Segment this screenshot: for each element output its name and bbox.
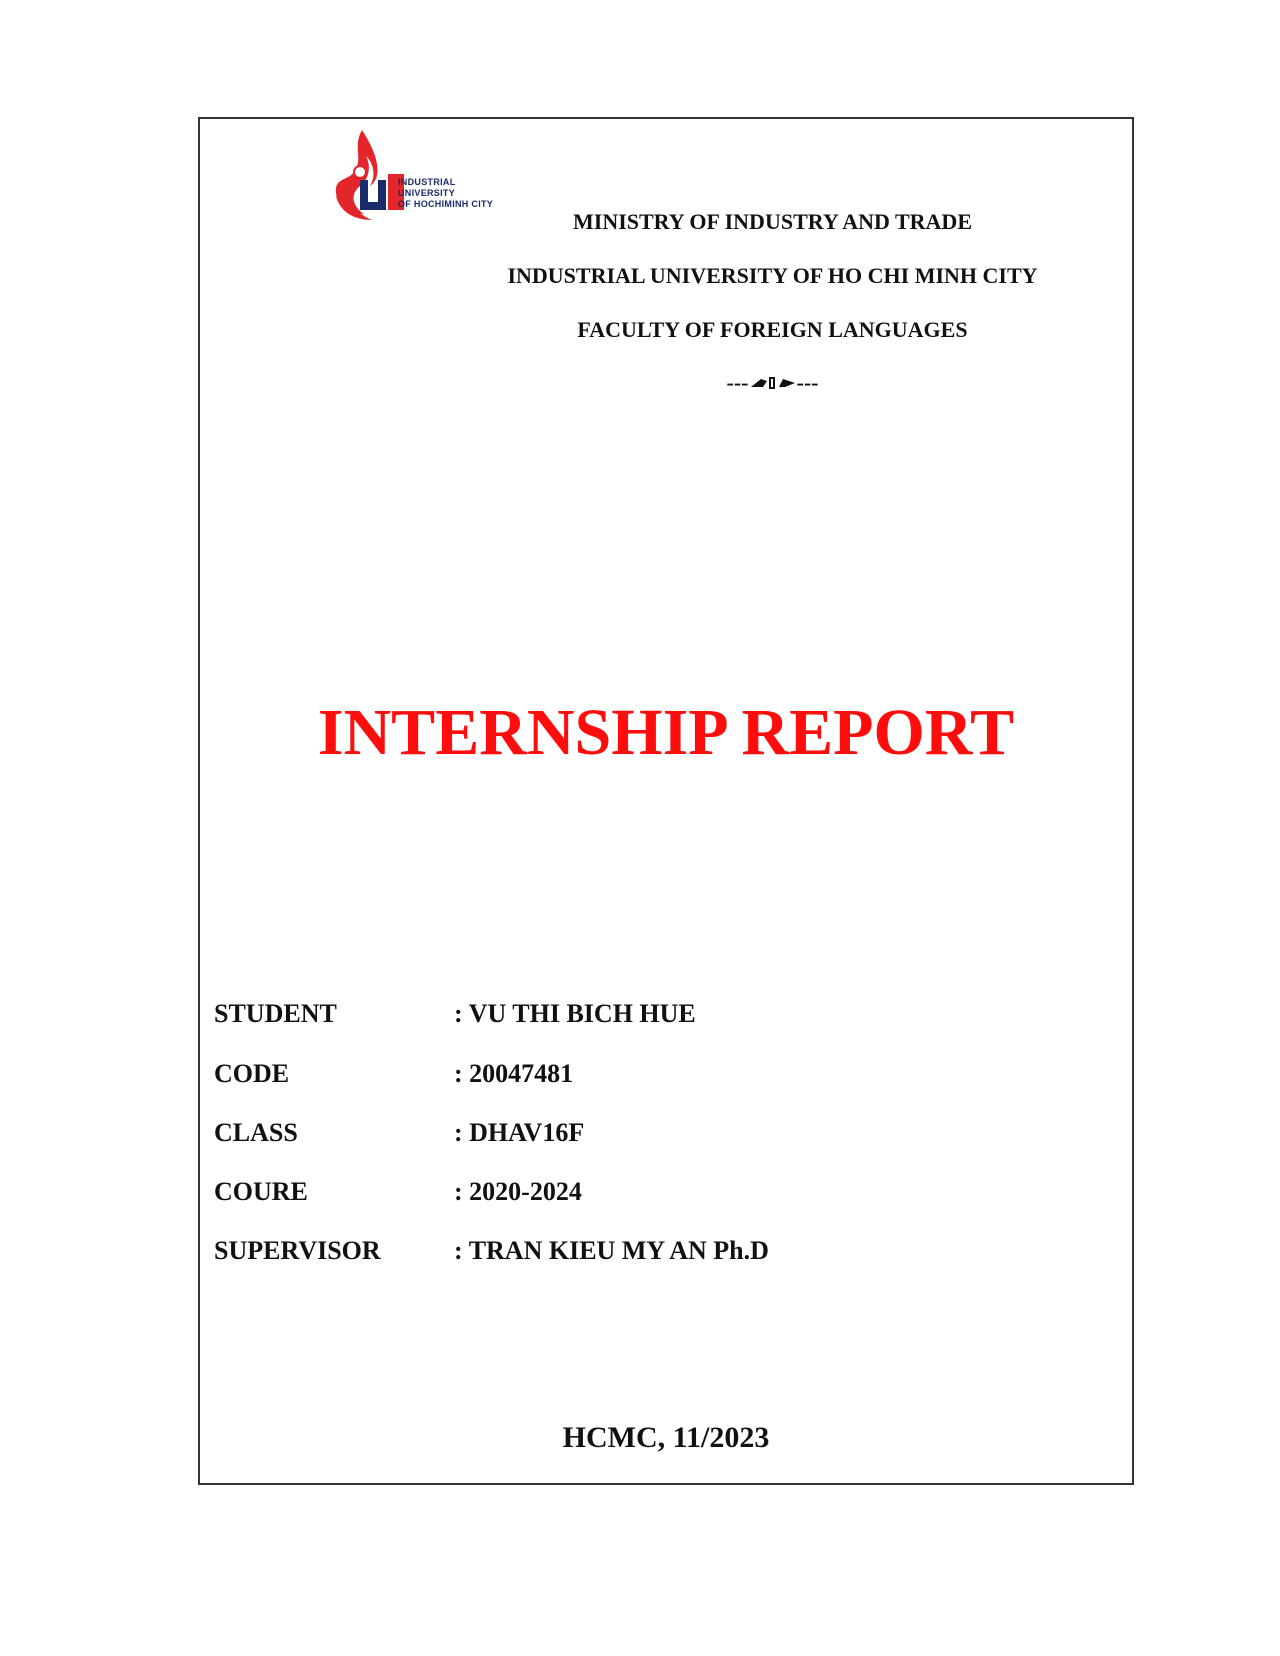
info-value: : VU THI BICH HUE [454, 999, 696, 1028]
header-separator [450, 370, 1095, 398]
info-value: : DHAV16F [454, 1118, 585, 1147]
info-label: STUDENT [214, 999, 337, 1028]
info-label: CODE [214, 1059, 290, 1088]
info-label: SUPERVISOR [214, 1236, 381, 1265]
place-date: HCMC, 11/2023 [562, 1421, 770, 1454]
logo-wordmark [398, 177, 493, 210]
separator-left: --- [726, 370, 749, 395]
info-label: CLASS [214, 1118, 298, 1147]
report-title: INTERNSHIP REPORT [317, 696, 1015, 769]
info-value: : TRAN KIEU MY AN Ph.D [454, 1236, 769, 1265]
pen-book-ornament-icon [749, 372, 797, 398]
faculty-name: FACULTY OF FOREIGN LANGUAGES [577, 317, 968, 342]
info-label: COURE [214, 1177, 308, 1206]
university-name: INDUSTRIAL UNIVERSITY OF HO CHI MINH CITY [507, 263, 1038, 288]
separator-right: --- [796, 370, 819, 395]
logo-line-1: INDUSTRIAL [398, 177, 456, 187]
info-value: : 2020-2024 [454, 1177, 582, 1206]
info-value: : 20047481 [454, 1059, 574, 1088]
logo-line-2: UNIVERSITY [398, 188, 456, 198]
ministry-name: MINISTRY OF INDUSTRY AND TRADE [573, 209, 972, 234]
logo-line-3: OF HOCHIMINH CITY [398, 199, 494, 209]
